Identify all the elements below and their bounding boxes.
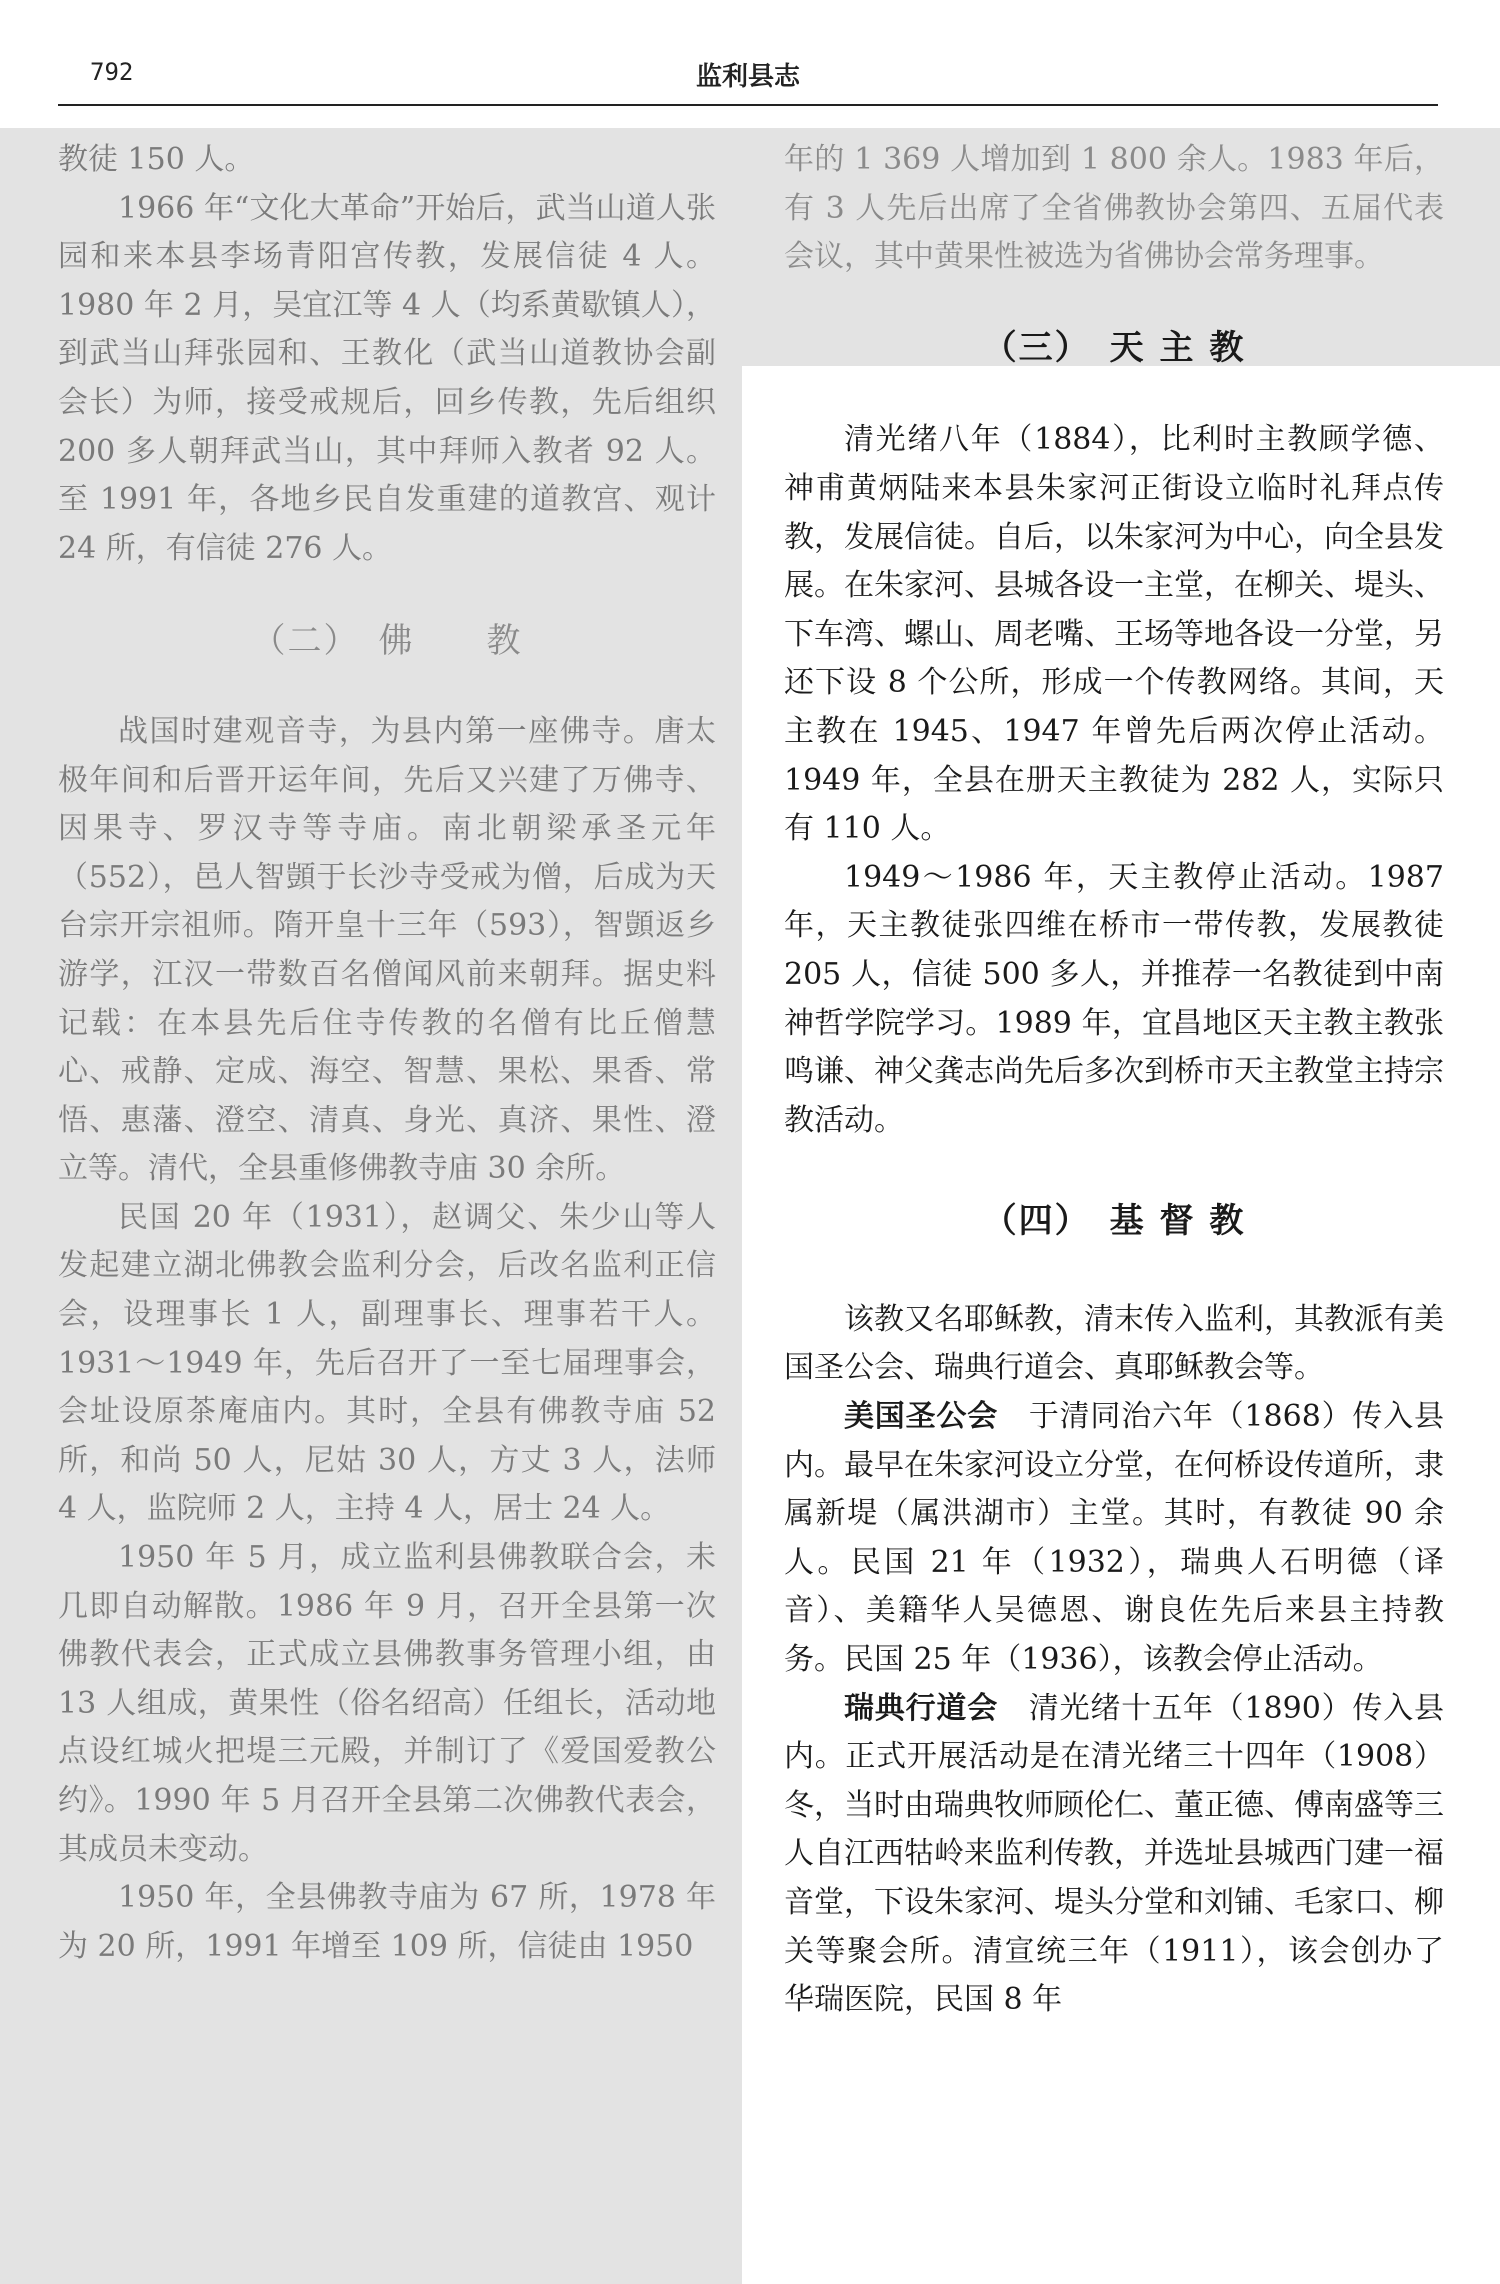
paragraph: 战国时建观音寺，为县内第一座佛寺。唐太极年间和后晋开运年间，先后又兴建了万佛寺、因果寺、罗汉寺等寺庙。南北朝梁承圣元年（552），邑人智顗于长沙寺受戒为僧，后成为天台宗开宗祖师。隋开皇十三年（593），智顗返乡游学，江汉一带数百名僧闻风前来朝拜。据史料记载：在本县先后住寺传教的名僧有比丘僧慧心、戒静、定成、海空、智慧、果松、果香、常悟、惠藩、澄空、清真、身光、真济、果性、澄立等。清代，全县重修佛教寺庙 30 余所。 bbox=[58, 713, 716, 1187]
paragraph: 清光绪八年（1884），比利时主教顾学德、神甫黄炳陆来本县朱家河正街设立临时礼拜点传教，发展信徒。自后，以朱家河为中心，向全县发展。在朱家河、县城各设一主堂，在柳关、堤头、下车湾、螺山、周老嘴、王场等地各设一分堂，另还下设 8 个公所，形成一个传教网络。其间，天主教在 1945、1947 年曾先后两次停止活动。1949 年，全县在册天主教徒为 282 人，实际只有 110 人。 bbox=[784, 422, 1444, 847]
page-number: 792 bbox=[90, 58, 134, 86]
paragraph: 民国 20 年（1931），赵调父、朱少山等人发起建立湖北佛教会监利分会，后改名监利正信会，设理事长 1 人，副理事长、理事若干人。1931～1949 年，先后召开了一至七届理事会，会址设原茶庵庙内。其时，全县有佛教寺庙 52 所，和尚 50 人，尼姑 30 人，方丈 3 人，法师 4 人，监院师 2 人，主持 4 人，居士 24 人。 bbox=[58, 1199, 716, 1527]
paragraph: 1950 年 5 月，成立监利县佛教联合会，未几即自动解散。1986 年 9 月，召开全县第一次佛教代表会，正式成立县佛教事务管理小组，由 13 人组成，黄果性（俗名绍高）任组长，活动地点设红城火把堤三元殿，并制订了《爱国爱教公约》。1990 年 5 月召开全县第二次佛教代表会，其成员未变动。 bbox=[58, 1540, 716, 1867]
page-header bbox=[58, 52, 1438, 106]
paragraph-lead-term: 美国圣公会 bbox=[844, 1399, 999, 1435]
paragraph: 1950 年，全县佛教寺庙为 67 所，1978 年为 20 所，1991 年增至 109 所，信徒由 1950 bbox=[58, 1880, 716, 1964]
right-column bbox=[784, 136, 1444, 2025]
left-column bbox=[58, 136, 716, 1971]
section-heading-christianity: （四） 基 督 教 bbox=[982, 1201, 1246, 1242]
section-heading-catholicism: （三） 天 主 教 bbox=[982, 327, 1246, 368]
paragraph bbox=[784, 1393, 1444, 1685]
paragraph-lead-term: 瑞典行道会 bbox=[844, 1690, 999, 1726]
paragraph-body: 清光绪十五年（1890）传入县内。正式开展活动是在清光绪三十四年（1908）冬，当时由瑞典牧师顾伦仁、董正德、傅南盛等三人自江西牯岭来监利传教，并选址县城西门建一福音堂，下设朱家河、堤头分堂和刘铺、毛家口、柳关等聚会所。清宣统三年（1911），该会创办了华瑞医院，民国 8 年 bbox=[784, 1690, 1444, 2018]
paragraph: 该教又名耶稣教，清末传入监利，其教派有美国圣公会、瑞典行道会、真耶稣教会等。 bbox=[784, 1301, 1444, 1386]
paragraph: 1966 年“文化大革命”开始后，武当山道人张园和来本县李场青阳宫传教，发展信徒 4 人。1980 年 2 月，吴宜江等 4 人（均系黄歇镇人），到武当山拜张园和、王教化（武当山道教协会副会长）为师，接受戒规后，回乡传教，先后组织 200 多人朝拜武当山，其中拜师入教者 92 人。至 1991 年，各地乡民自发重建的道教宫、观计 24 所，有信徒 276 人。 bbox=[58, 190, 716, 566]
paragraph-body: 于清同治六年（1868）传入县内。最早在朱家河设立分堂，在何桥设传道所，隶属新堤（属洪湖市）主堂。其时，有教徒 90 余人。民国 21 年（1932），瑞典人石明德（译音）、美籍华人吴德恩、谢良佐先后来县主持教务。民国 25 年（1936），该教会停止活动。 bbox=[784, 1399, 1444, 1678]
section-heading-buddhism: （二） 佛 教 bbox=[251, 621, 523, 662]
paragraph-continued: 年的 1 369 人增加到 1 800 余人。1983 年后，有 3 人先后出席了全省佛教协会第四、五届代表会议，其中黄果性被选为省佛协会常务理事。 bbox=[784, 142, 1444, 275]
paragraph bbox=[784, 1685, 1444, 2025]
paragraph: 教徒 150 人。 bbox=[58, 142, 255, 177]
paragraph: 1949～1986 年，天主教停止活动。1987 年，天主教徒张四维在桥市一带传教，发展教徒 205 人，信徒 500 多人，并推荐一名教徒到中南神哲学院学习。1989 年，宜昌地区天主教主教张鸣谦、神父龚志尚先后多次到桥市天主教堂主持宗教活动。 bbox=[784, 859, 1444, 1138]
running-title: 监利县志 bbox=[695, 62, 800, 92]
